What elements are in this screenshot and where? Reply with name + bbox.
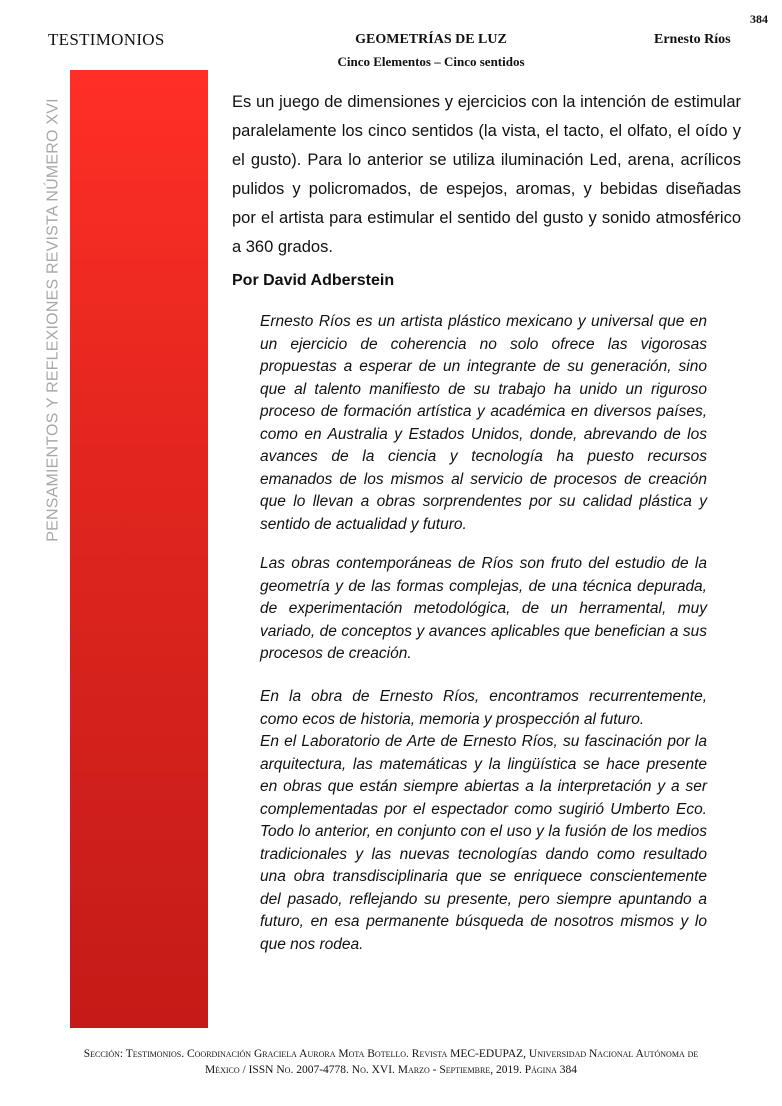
- quote-paragraph: Las obras contemporáneas de Ríos son fruto del estudio de la geometría y de las formas complejas, de una técnica depurada, de experimentación metodológica, de un herramental, muy variado, de conceptos y avances aplicables que benefician a sus procesos de creación.: [260, 555, 707, 662]
- article-subtitle: Cinco Elementos – Cinco sentidos: [337, 54, 525, 69]
- page-number: 384: [750, 12, 768, 26]
- footer-line-2: México / ISSN No. 2007-4778. No. XVI. Marzo - Septiembre, 2019. Página 384: [204, 1064, 578, 1076]
- article-title: GEOMETRÍAS DE LUZ: [355, 32, 507, 47]
- quote-paragraph: Ernesto Ríos es un artista plástico mexicano y universal que en un ejercicio de coherencia no solo ofrece las vigorosas propuestas a esperar de un integrante de su generación, sino que al talento manifiesto de su trabajo ha unido un riguroso proceso de formación artística y académica en diversos países, como en Australia y Estados Unidos, donde, abrevando de los avances de la ciencia y tecnología ha puesto recursos emanados de los mismos al servicio de procesos de creación que lo llevan a obras sorprendentes por su calidad plástica y sentido de actualidad y futuro.: [260, 313, 707, 533]
- section-label: TESTIMONIOS: [48, 30, 165, 49]
- quote-paragraph: En el Laboratorio de Arte de Ernesto Ríos, su fascinación por la arquitectura, las matemáticas y la lingüística se hace presente en obras que están siempre abiertas a la interpretación y a ser complementadas por el espectador como sugirió Umberto Eco. Todo lo anterior, en conjunto con el uso y la fusión de los medios tradicionales y las nuevas tecnologías dando como resultado una obra transdisciplinaria que se enriquece conscientemente del pasado, reflejando su presente, pero siempre apuntando a futuro, en esa permanente búsqueda de nosotros mismos y lo que nos rodea.: [260, 733, 707, 953]
- decorative-red-bar: [70, 70, 208, 1028]
- article-author: Ernesto Ríos: [654, 32, 731, 47]
- journal-vertical-text: PENSAMIENTOS Y REFLEXIONES REVISTA NÚMERO XVI: [45, 98, 63, 542]
- intro-paragraph: Es un juego de dimensiones y ejercicios con la intención de estimular paralelamente los cinco sentidos (la vista, el tacto, el olfato, el oído y el gusto). Para lo anterior se utiliza iluminación Led, arena, acrílicos pulidos y policromados, de espejos, aromas, y bebidas diseñadas por el artista para estimular el sentido del gusto y sonido atmosférico a 360 grados.: [232, 93, 741, 256]
- page-footer: [30, 1046, 752, 1078]
- byline: Por David Adberstein: [232, 272, 395, 289]
- journal-vertical-label: [42, 98, 66, 542]
- footer-line-1: Sección: Testimonios. Coordinación Graciela Aurora Mota Botello. Revista MEC-EDUPAZ, Universidad Nacional Autónoma de: [83, 1048, 699, 1060]
- quote-paragraph: En la obra de Ernesto Ríos, encontramos recurrentemente, como ecos de historia, memoria y prospección al futuro.: [260, 688, 707, 728]
